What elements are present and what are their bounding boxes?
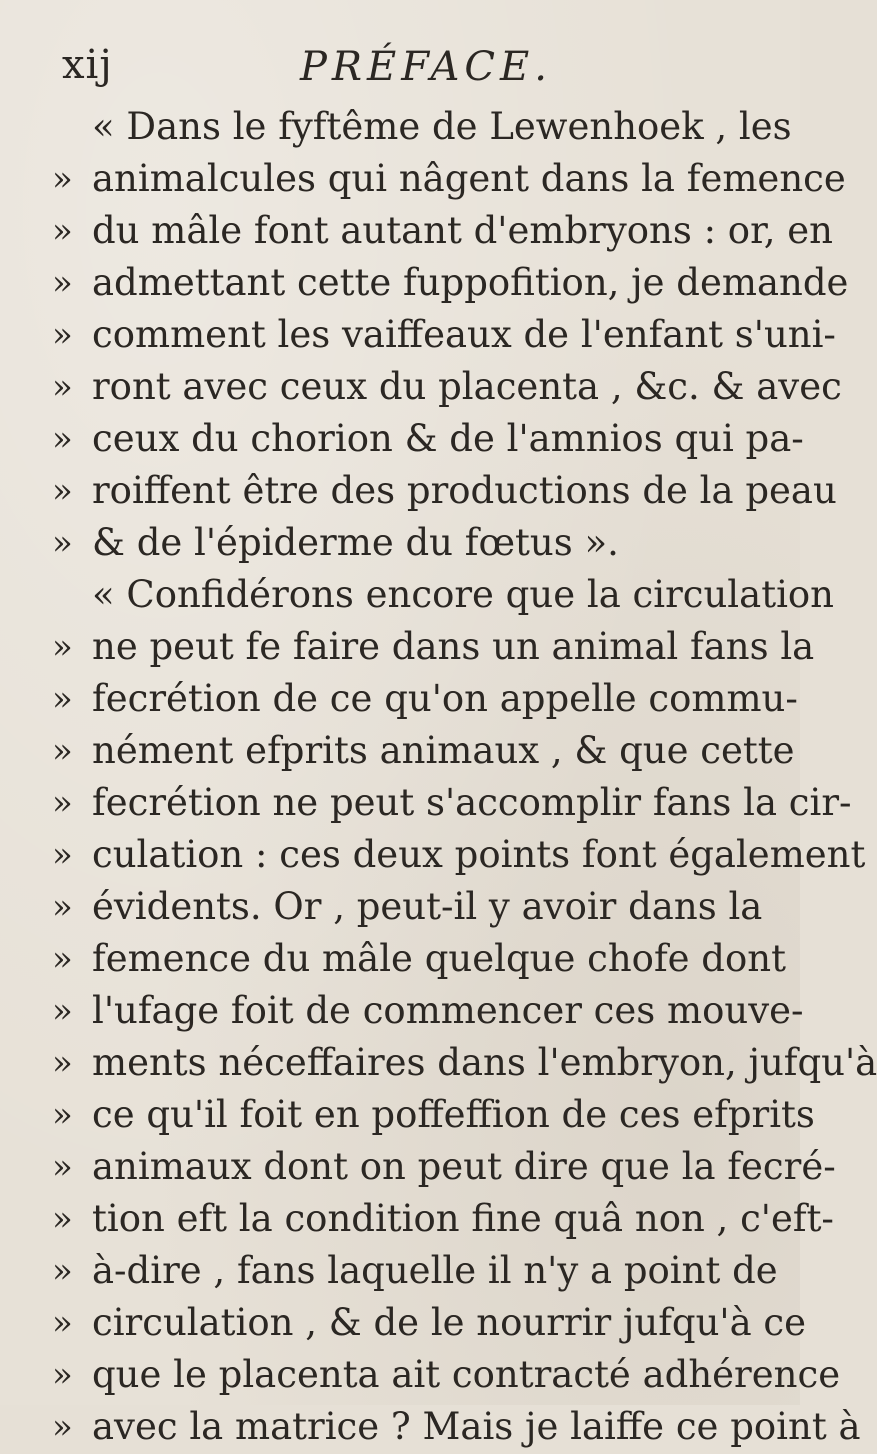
text-line: du mâle font autant d'embryons : or, en: [92, 209, 833, 252]
quote-mark: »: [52, 1043, 73, 1083]
text-line: roiffent être des productions de la peau: [92, 469, 837, 512]
text-line: avec la matrice ? Mais je laiffe ce point à: [92, 1405, 861, 1448]
quote-mark: »: [52, 1251, 73, 1291]
text-line: que le placenta ait contracté adhérence: [92, 1353, 841, 1396]
text-line: fecrétion ne peut s'accomplir fans la cir-: [92, 781, 852, 824]
text-line: ront avec ceux du placenta , &c. & avec: [92, 365, 842, 408]
text-line: fecrétion de ce qu'on appelle commu-: [92, 677, 798, 720]
quote-mark: [52, 568, 86, 622]
text-line: « Dans le fyftême de Lewenhoek , les: [92, 105, 792, 148]
running-title: PRÉFACE.: [300, 44, 552, 90]
quote-mark: »: [52, 1407, 73, 1447]
quote-mark: »: [52, 887, 73, 927]
text-line: & de l'épiderme du fœtus ».: [92, 521, 619, 564]
quote-mark: »: [52, 783, 73, 823]
quote-mark: [52, 100, 86, 154]
text-line: ceux du chorion & de l'amnios qui pa-: [92, 417, 804, 460]
page-number: xij: [62, 42, 113, 88]
text-line: tion eft la condition fine quâ non , c'eft-: [92, 1197, 834, 1240]
text-line: évidents. Or , peut-il y avoir dans la: [92, 885, 763, 928]
quote-mark: »: [52, 523, 73, 563]
quote-mark: »: [52, 419, 73, 459]
text-line: circulation , & de le nourrir jufqu'à ce: [92, 1301, 807, 1344]
text-line: admettant cette fuppofition, je demande: [92, 261, 849, 304]
quote-mark: »: [52, 1095, 73, 1135]
page-header: [0, 42, 800, 102]
quote-mark: »: [52, 159, 73, 199]
text-line: ne peut fe faire dans un animal fans la: [92, 625, 815, 668]
quote-mark: »: [52, 471, 73, 511]
quote-mark: »: [52, 731, 73, 771]
quote-mark: »: [52, 367, 73, 407]
text-line: animalcules qui nâgent dans la femence: [92, 157, 846, 200]
quote-mark: »: [52, 991, 73, 1031]
text-line: animaux dont on peut dire que la fecré-: [92, 1145, 836, 1188]
quote-mark: »: [52, 211, 73, 251]
text-line: « Confidérons encore que la circulation: [92, 573, 835, 616]
text-line: ments néceffaires dans l'embryon, jufqu'à: [92, 1041, 877, 1084]
quote-mark: »: [52, 1303, 73, 1343]
text-line: l'ufage foit de commencer ces mouve-: [92, 989, 804, 1032]
quote-mark: »: [52, 1199, 73, 1239]
text-line: femence du mâle quelque chofe dont: [92, 937, 786, 980]
quote-mark: »: [52, 1147, 73, 1187]
quote-mark: »: [52, 263, 73, 303]
quote-mark: »: [52, 1355, 73, 1395]
text-line: nément efprits animaux , & que cette: [92, 729, 795, 772]
quote-mark: »: [52, 315, 73, 355]
quote-mark: »: [52, 939, 73, 979]
text-line: comment les vaiffeaux de l'enfant s'uni-: [92, 313, 836, 356]
quote-mark: »: [52, 679, 73, 719]
quote-mark: »: [52, 627, 73, 667]
text-line: à-dire , fans laquelle il n'y a point de: [92, 1249, 778, 1292]
text-line: culation : ces deux points font également: [92, 833, 866, 876]
quote-mark: »: [52, 835, 73, 875]
text-line: ce qu'il foit en poffeffion de ces efprits: [92, 1093, 815, 1136]
